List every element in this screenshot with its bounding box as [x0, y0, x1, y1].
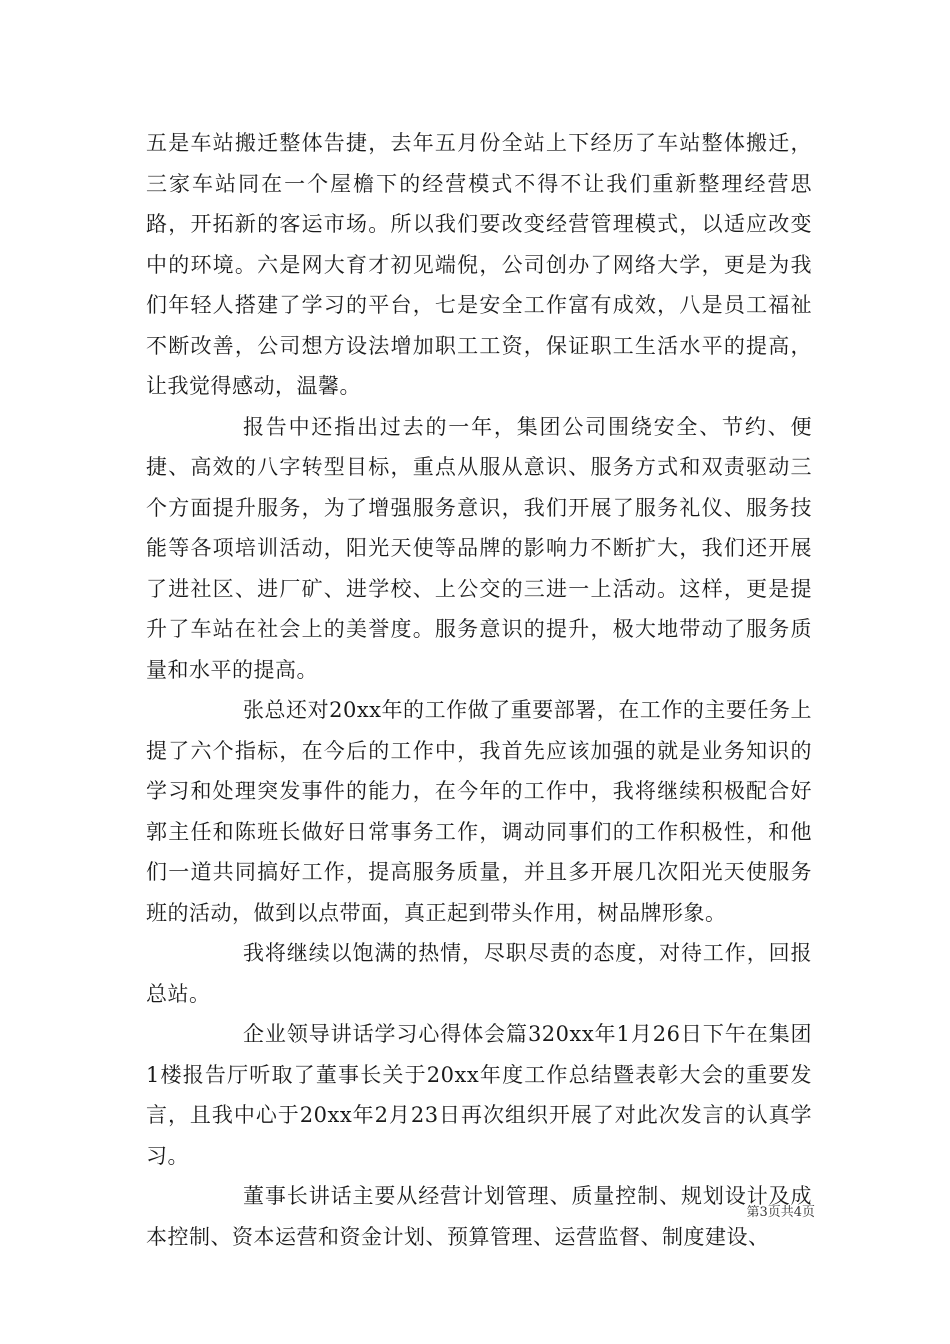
text-line: 张总还对20xx年的工作做了重要部署，在工作的主要任 — [243, 698, 769, 722]
text-line: 更是提升了车站在社会上的美誉度。服务意识的提升，极大地带动 — [146, 576, 813, 641]
paragraph-5 — [146, 1014, 812, 1176]
text-line: 集团1楼报告厅听取了董事长关于20xx年度工作总结暨表彰大会的 — [146, 1022, 812, 1087]
text-line: 捷、高效的八字转型目标，重点从服从意识、服务方式和双责驱动 — [146, 455, 791, 479]
text-line: 路，开拓新的客运市场。所以我们要改变经营管理模式，以适应改 — [146, 212, 791, 236]
text-line: 三个方面提升服务，为了增强服务意识，我们开展了服务礼仪、服 — [146, 455, 812, 520]
text-line: 董事长讲话主要从经营计划管理、质量控制、规划设计及 — [243, 1184, 791, 1208]
text-line: 我将继续以饱满的热情，尽职尽责的态度，对待工作，回 — [243, 941, 791, 965]
text-line: 成本控制、资本运营和资金计划、预算管理、运营监督、制度建设、 — [146, 1184, 812, 1249]
text-line: 了服务质量和水平的提高。 — [146, 617, 813, 682]
document-body — [146, 123, 812, 1257]
text-line: 言的认真学习。 — [146, 1103, 812, 1168]
text-line: 极配合好郭主任和陈班长做好日常事务工作，调动同事们的工作积 — [146, 779, 813, 844]
text-line: 务上提了六个指标，在今后的工作中，我首先应该加强的就是业务 — [146, 698, 813, 763]
text-line: 极性，和他们一道共同搞好工作，提高服务质量，并且多开展几次 — [146, 819, 813, 884]
paragraph-1 — [146, 123, 812, 407]
text-line: 五是车站搬迁整体告捷，去年五月份全站上下经历了车站整体搬迁， — [146, 131, 812, 155]
text-line: 务技能等各项培训活动，阳光天使等品牌的影响力不断扩大，我们 — [146, 495, 813, 560]
paragraph-4 — [146, 933, 812, 1014]
text-line: 企业领导讲话学习心得体会篇320xx年1月26日下午在 — [243, 1022, 769, 1046]
text-line: 还开展了进社区、进厂矿、进学校、上公交的三进一上活动。这样， — [146, 536, 813, 601]
paragraph-2 — [146, 407, 812, 691]
text-line: 的提高，让我觉得感动，温馨。 — [146, 333, 813, 398]
text-line: 为我们年轻人搭建了学习的平台，七是安全工作富有成效，八是员 — [146, 252, 813, 317]
text-line: 工福祉不断改善，公司想方设法增加职工工资，保证职工生活水平 — [146, 293, 813, 358]
text-line: 三家车站同在一个屋檐下的经营模式不得不让我们重新整理经营思 — [146, 171, 812, 196]
text-line: 变中的环境。六是网大育才初见端倪，公司创办了网络大学，更是 — [146, 212, 812, 277]
text-line: 阳光天使服务班的活动，做到以点带面，真正起到带头作用，树品 — [146, 860, 813, 925]
text-line: 报总站。 — [146, 941, 812, 1006]
paragraph-3 — [146, 690, 812, 933]
page-footer: 第3页共4页 — [746, 1205, 815, 1220]
text-line: 报告中还指出过去的一年，集团公司围绕安全、节约、便 — [243, 414, 812, 439]
text-line: 重要发言，且我中心于20xx年2月23日再次组织开展了对此次发 — [146, 1062, 812, 1127]
text-line: 牌形象。 — [640, 900, 727, 925]
text-line: 知识的学习和处理突发事件的能力，在今年的工作中，我将继续积 — [146, 738, 813, 803]
